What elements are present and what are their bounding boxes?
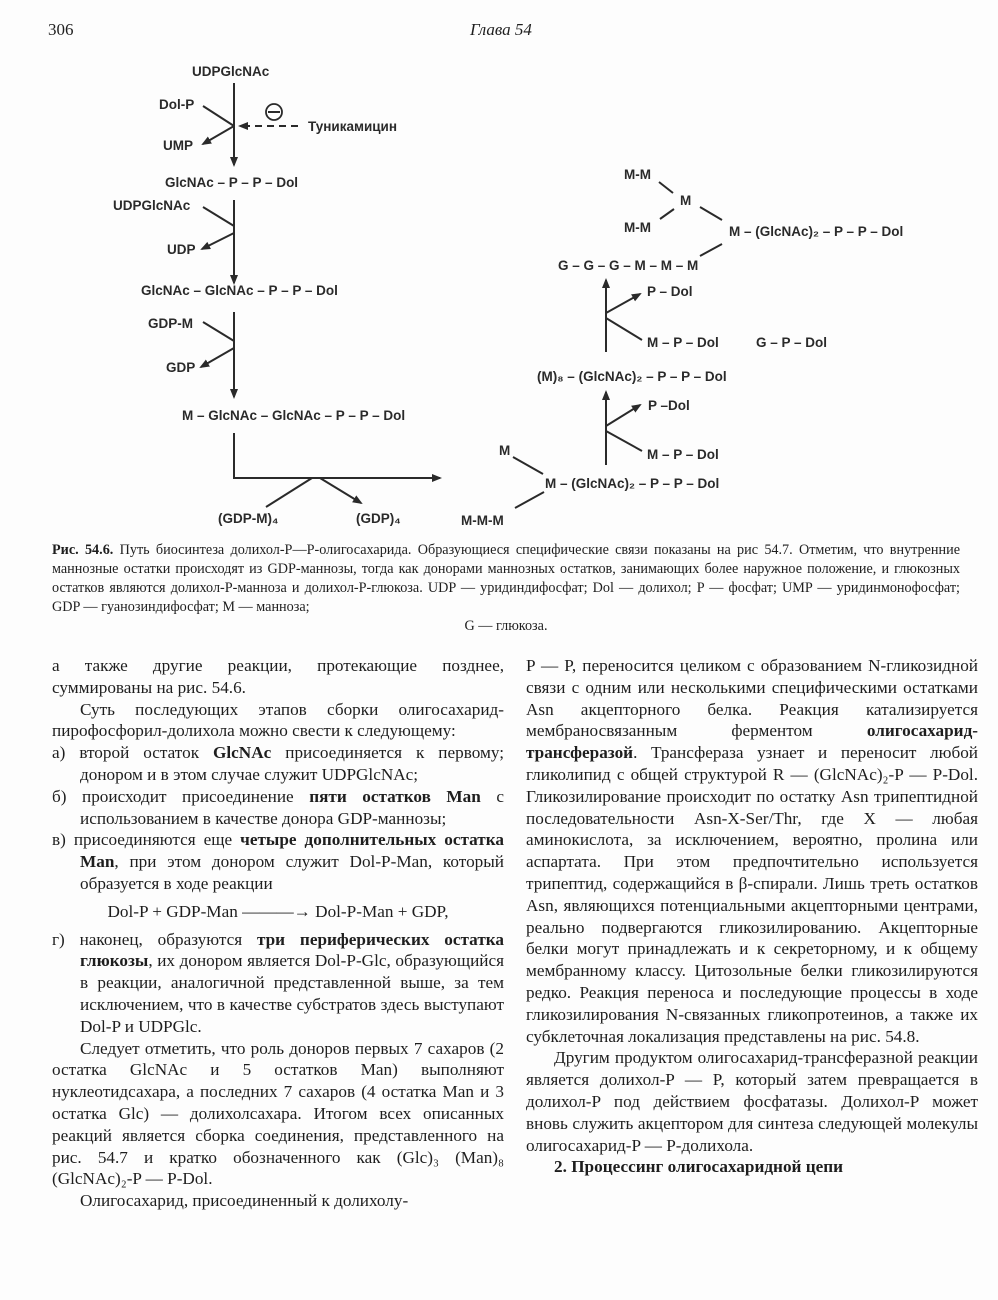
label-m5-bottom: M-M-M [461, 513, 504, 528]
running-head: Глава 54 [470, 20, 532, 39]
list-item-b: б) происходит присоединение пяти остатков Man с использованием в качестве донора GDP-маннозы; [52, 786, 504, 828]
label-final-mm-top: M-M [624, 167, 651, 182]
label-m5-top: M [499, 443, 511, 458]
label-product3: M – GlcNAc – GlcNAc – P – P – Dol [182, 408, 406, 423]
label-final-m: M [680, 193, 692, 208]
label-m5-core: M – (GlcNAc)₂ – P – P – Dol [545, 476, 720, 491]
list-item-c: в) присоединяются еще четыре дополнительных остатка Man, при этом донором служит Dol-P-Man, который образуется в ходе реакции [52, 830, 504, 893]
label-dol-p: Dol-P [159, 97, 195, 112]
label-step5-in: M – P – Dol [647, 447, 719, 462]
label-udpglcnac-2: UDPGlcNAc [113, 198, 191, 213]
label-ump: UMP [163, 138, 193, 153]
paragraph: Следует отметить, что роль доноров первых 7 сахаров (2 остатка GlcNAc и 5 остатков Man) выполняют нуклеотидсахара, а последних 7 сахаров (4 остатка Man и 3 остатка Glc) — долихолсахара. Итогом всех описанных реакций является сборка соединения, представленного на рис. 54.7 и кратко обозначенного как (Glc)₃ (Man)₈ (GlcNAc)₂-P — P-Dol. [52, 1038, 505, 1189]
paragraph: P — P, переносится целиком с образованием N-гликозидной связи с одним или несколькими специфическими остатками Asn акцепторного белка. Реакция катализируется мембраносвязанным ферментом олигосахарид-трансферазой. Трансфераза узнает и переносит любой гликолипид с общей структурой R — (GlcNAc)₂-P — P-Dol. Гликозилирование происходит по остатку Asn трипептидной последовательности Asn-X-Ser/Thr, где X — любая аминокислота, за исключением, вероятно, пролина или аспартата. При этом предпочтительно используется трипептид, содержащийся в β-спирали. Лишь треть остатков Asn, являющихся потенциальными акцепторными центрами, реально подвергаются гликозилированию. Акцепторные белки могут принадлежать и к секреторному, и к общему мембранному классу. Цитозольные белки гликозилируются редко. Реакция переноса и последующие процессы в ходе гликозилирования N-связанных гликопротеинов, а также их субклеточная локализация представлены на рис. 54.8. [526, 656, 978, 1046]
label-step6-in: M – P – Dol [647, 335, 719, 350]
reaction-equation: Dol-P + GDP-Man ———→ Dol-P-Man + GDP, [107, 901, 449, 921]
label-gdp4: (GDP)₄ [356, 511, 401, 526]
label-step5-out: P –Dol [648, 398, 690, 413]
label-product2: GlcNAc – GlcNAc – P – P – Dol [141, 283, 338, 298]
label-udpglcnac-start: UDPGlcNAc [192, 64, 270, 79]
caption-text: Путь биосинтеза долихол-P—P-олигосахарида. Образующиеся специфические связи показаны на рис 54.7. Отметим, что внутренние маннозные остатки происходят из GDP-маннозы, тогда как донорами маннозных остатков, занимающих более наружное положение, и глюкозных остатков являются долихол-P-манноза и долихол-P-глюкоза. UDP — уридиндифосфат; Dol — долихол; P — фосфат; UMP — уридинмонофосфат; GDP — гуанозиндифосфат; M — манноза; [52, 542, 961, 615]
body-column-right [526, 655, 978, 1178]
paragraph: Другим продуктом олигосахарид-трансферазной реакции является долихол-P — P, который затем превращается в долихол-P под действием фосфатазы. Долихол-P может вновь служить акцептором для синтеза следующей молекулы олигосахарид-P — P-долихола. [526, 1048, 978, 1155]
label-step6-in-glc: G – P – Dol [756, 335, 828, 350]
section-heading: 2. Процессинг олигосахаридной цепи [554, 1157, 844, 1177]
figure-caption [52, 541, 960, 636]
label-tunicamycin: Туникамицин [308, 119, 397, 134]
paragraph: Суть последующих этапов сборки олигосахарид-пирофосфорил-долихола можно свести к следующему: [52, 699, 504, 741]
list-item-a: а) второй остаток GlcNAc присоединяется к первому; донором и в этом случае служит UDPGlcNAc; [52, 743, 505, 784]
arrow-step4 [234, 433, 440, 478]
label-step6-out: P – Dol [647, 284, 693, 299]
caption-label: Рис. 54.6. [52, 542, 114, 558]
label-gdp-m4: (GDP-M)₄ [218, 511, 279, 526]
label-final-chain: G – G – G – M – M – M [558, 258, 699, 273]
formula: (Glc)₃ (Man)₈ (GlcNAc)₂-P — P-Dol. [52, 1147, 505, 1189]
label-udp: UDP [167, 242, 196, 257]
label-product1: GlcNAc – P – P – Dol [165, 175, 299, 190]
body-column-left [52, 655, 504, 1212]
label-final-core: M – (GlcNAc)₂ – P – P – Dol [729, 224, 904, 239]
label-gdp: GDP [166, 360, 196, 375]
caption-last-line: G — глюкоза. [464, 618, 548, 634]
label-m8-product: (M)₈ – (GlcNAc)₂ – P – P – Dol [537, 369, 727, 384]
paragraph: а также другие реакции, протекающие позднее, суммированы на рис. 54.6. [52, 656, 504, 697]
page-number: 306 [48, 20, 74, 39]
list-item-d: г) наконец, образуются три периферических остатка глюкозы, их донором является Dol-P-Glc, образующийся в реакции, аналогичной представленной выше, за тем исключением, что в качестве субстратов здесь выступают Dol-P и UDPGlc. [52, 929, 504, 1036]
biosynthesis-diagram [0, 0, 998, 535]
paragraph: Олигосахарид, присоединенный к долихолу- [80, 1191, 409, 1211]
label-final-mm-bottom: M-M [624, 220, 651, 235]
label-gdp-m: GDP-M [148, 316, 193, 331]
